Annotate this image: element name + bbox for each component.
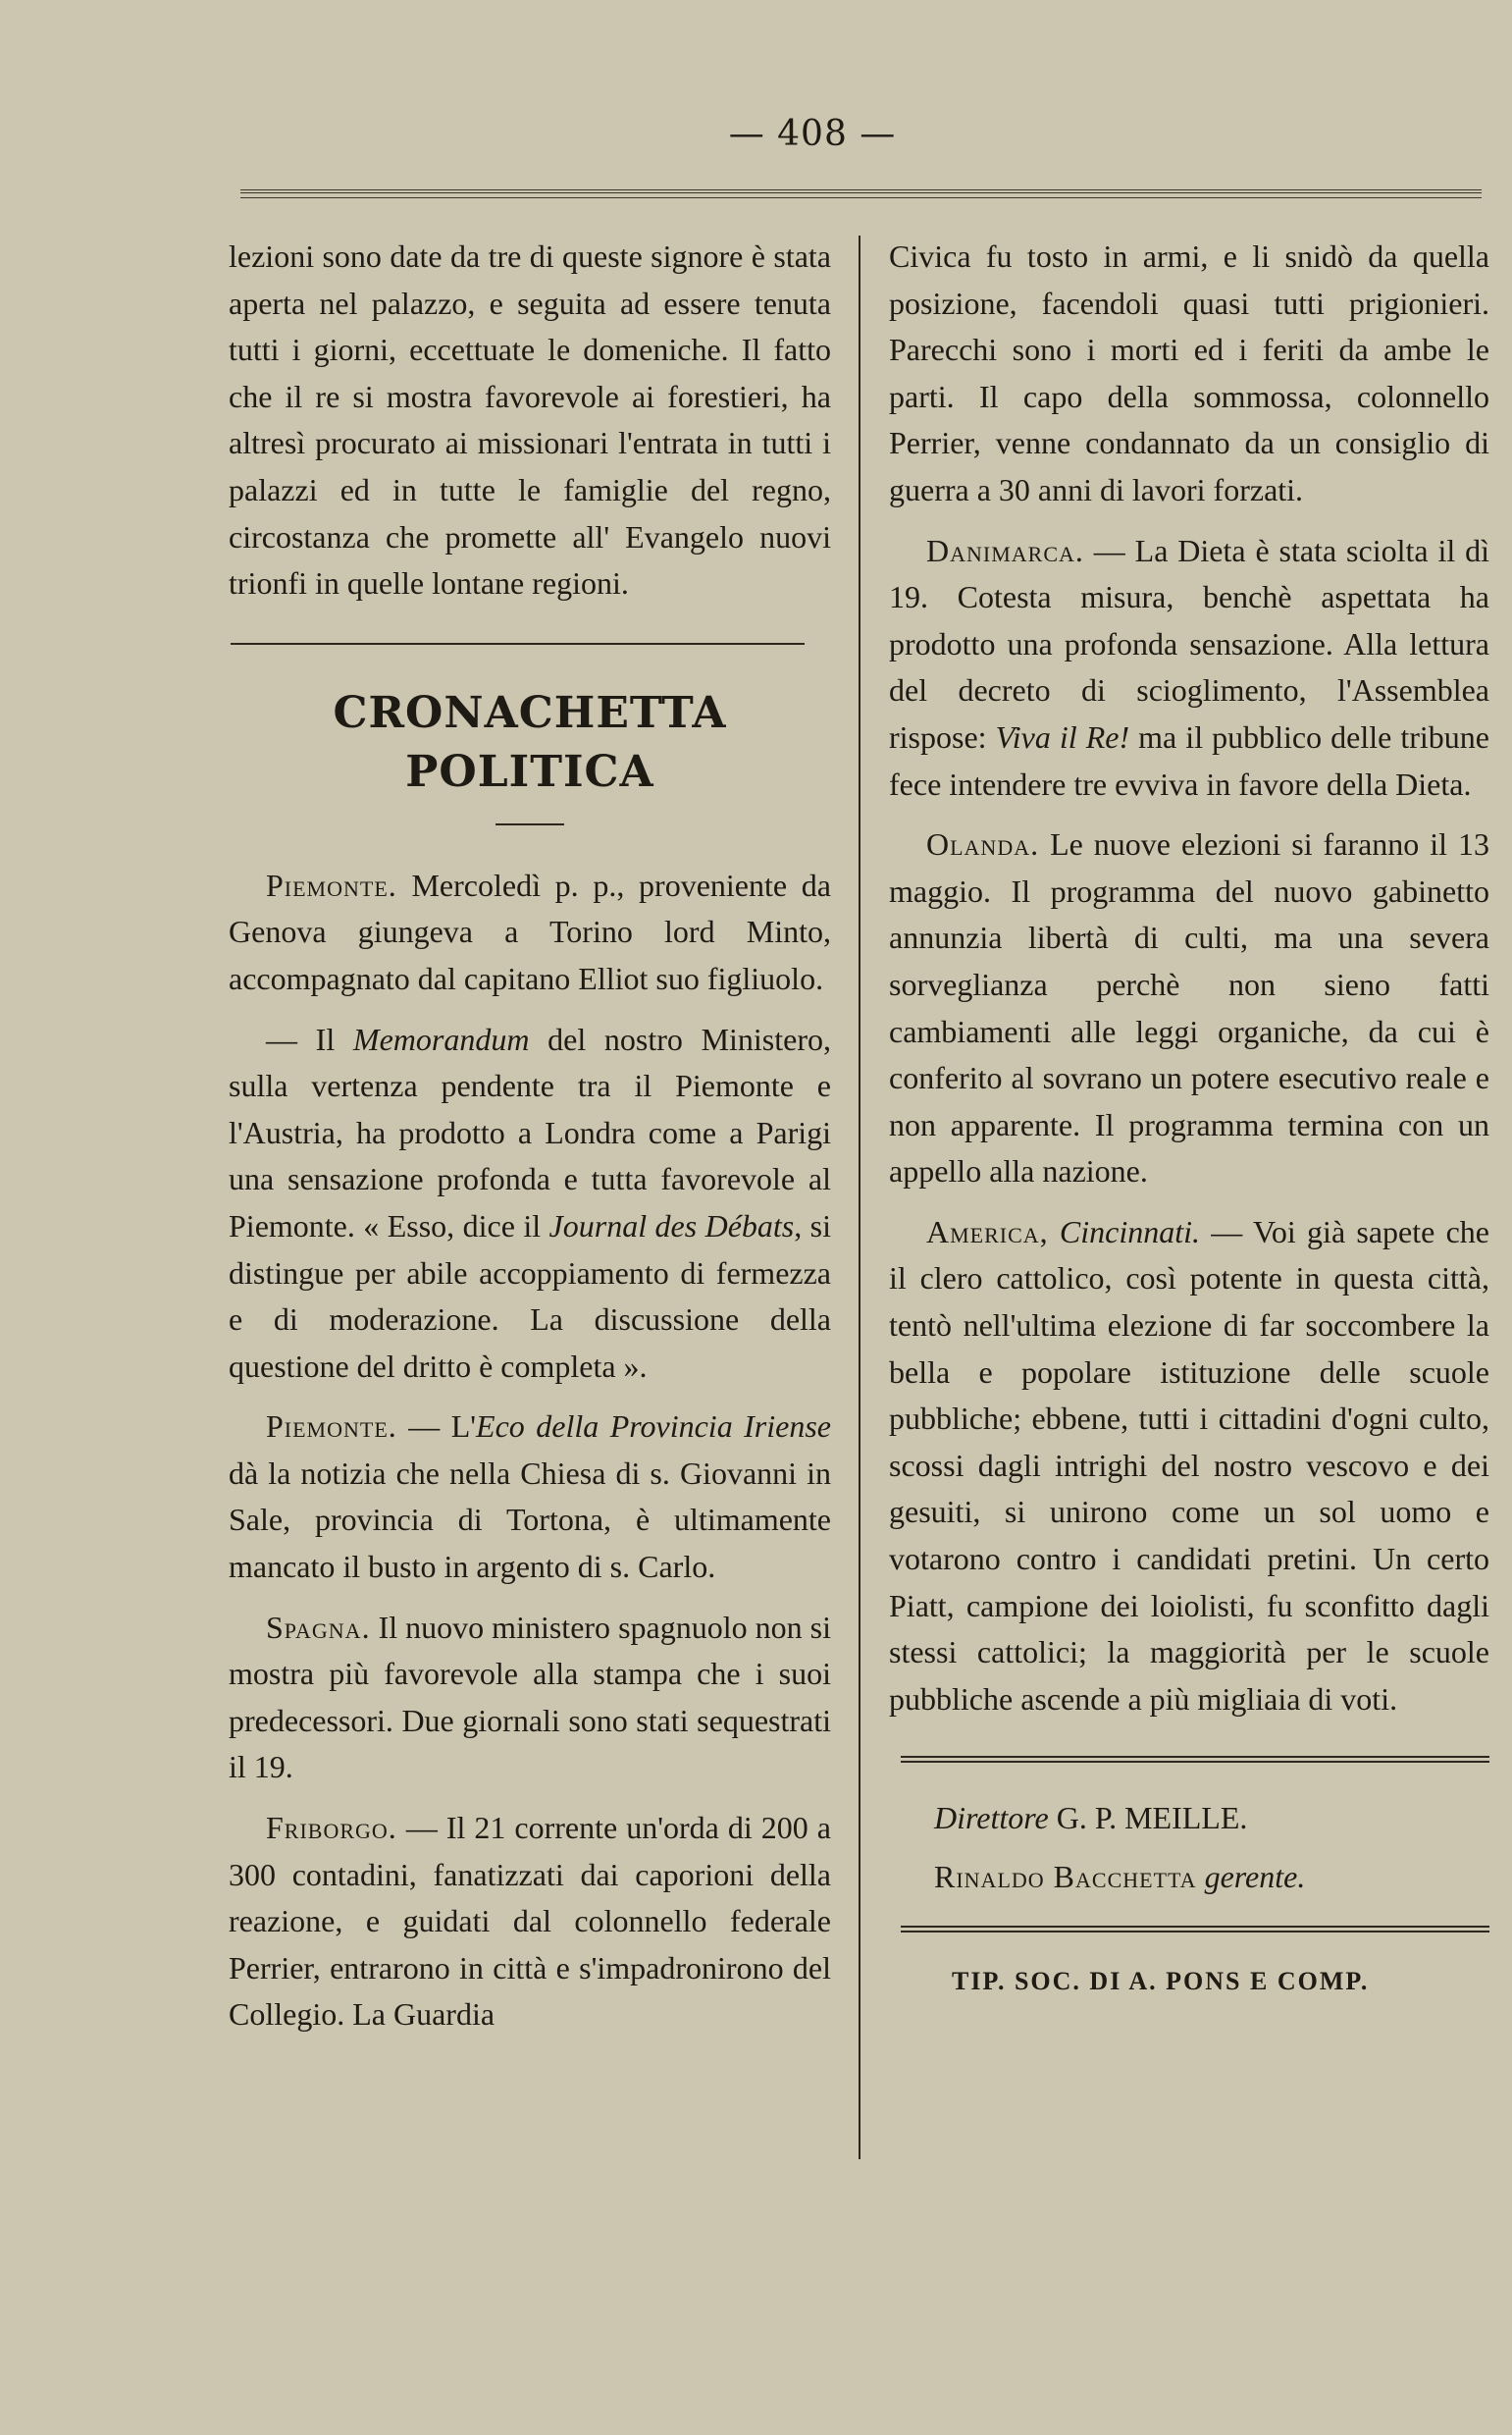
article-place: America, <box>926 1213 1049 1249</box>
article-text: Mercoledì p. p., proveniente da Genova giungeva a Torino lord Minto, accompagnato dal capitano Elliot suo figliuolo. <box>229 867 831 996</box>
article-place: Friborgo. <box>266 1810 397 1846</box>
article-piemonte-minto <box>229 863 831 1003</box>
italic-title: Journal des Débats <box>548 1207 795 1244</box>
article-olanda <box>889 821 1489 1195</box>
article-place: Piemonte. <box>266 1408 397 1445</box>
article-memorandum <box>229 1017 831 1391</box>
article-friborgo-continued: Civica fu tosto in armi, e li snidò da quella posizione, facendoli quasi tutti prigionieri. Parecchi sono i morti ed i feriti da ambe le parti. Il capo della sommossa, colonnello Perrier, venne condannato da un consiglio di guerra a 30 anni di lavori forzati. <box>889 238 1489 507</box>
article-text: Il nuovo ministero spagnuolo non si mostra più favorevole alla stampa che i suoi predecessori. Due giornali sono stati sequestrati il 19. <box>229 1609 831 1785</box>
title-underline <box>495 823 564 825</box>
italic-city: Cincinnati. <box>1059 1213 1201 1249</box>
left-column <box>229 234 831 2052</box>
article-text: del nostro Ministero, sulla vertenza pendente tra il Piemonte e l'Austria, ha prodotto a Londra come a Parigi una sensazione profonda e tutta favorevole al Piemonte. « Esso, dice il <box>229 1021 832 1244</box>
article-text: — La Dieta è stata sciolta il dì 19. Cotesta misura, benchè aspettata ha prodotto una profonda sensazione. Alla lettura del decreto di scioglimento, l'Assemblea rispose: <box>889 532 1489 755</box>
intro-paragraph: lezioni sono date da tre di queste signore è stata aperta nel palazzo, e seguita ad essere tenuta tutti i giorni, eccettuate le domeniche. Il fatto che il re si mostra favorevole ai forestieri, ha altresì procurato ai missionari l'entrata in tutti i palazzi ed in tutte le famiglie del regno, circostanza che promette all' Evangelo nuovi trionfi in quelle lontane regioni. <box>229 238 831 602</box>
printer-imprint: TIP. SOC. DI A. PONS E COMP. <box>952 1967 1370 1996</box>
article-spagna <box>229 1605 831 1791</box>
section-title: CRONACHETTA POLITICA <box>333 687 727 797</box>
article-place: Piemonte. <box>266 867 397 903</box>
footer-rule-bottom <box>901 1926 1489 1932</box>
header-rule <box>240 189 1482 198</box>
manager-name: Rinaldo Bacchetta <box>934 1859 1197 1895</box>
article-text: dà la notizia che nella Chiesa di s. Giovanni in Sale, provincia di Tortona, è ultimamente mancato il busto in argento di s. Carlo. <box>229 1455 831 1585</box>
column-divider <box>859 236 860 2159</box>
article-danimarca <box>889 528 1489 809</box>
right-column <box>889 234 1489 2005</box>
article-place: Spagna. <box>266 1609 371 1645</box>
article-piemonte-eco <box>229 1403 831 1590</box>
director-name: G. P. MEILLE. <box>1048 1800 1248 1836</box>
director-role: Direttore <box>934 1800 1049 1836</box>
page-number: — 408 — <box>728 114 897 154</box>
article-text: Le nuove elezioni si faranno il 13 maggio. Il programma del nuovo gabinetto annunzia libertà di culti, ma una severa sorveglianza perchè non sieno fatti cambiamenti alle leggi organiche, da cui è conferito al sovrano un potere esecutivo reale e non apparente. Il programma termina con un appello alla nazione. <box>889 826 1489 1190</box>
italic-quote: Viva il Re! <box>995 718 1130 755</box>
footer-rule <box>901 1756 1489 1763</box>
article-text: — Il 21 corrente un'orda di 200 a 300 contadini, fanatizzati dai caporioni della reazione, e guidati dal colonnello federale Perrier, entrarono in città e s'impadronirono del Collegio. La Guardia <box>229 1810 831 2033</box>
section-rule <box>231 643 805 645</box>
article-lead: — Il <box>266 1021 353 1057</box>
article-america <box>889 1209 1489 1723</box>
director-line <box>934 1788 1489 1847</box>
article-text: — Voi già sapete che il clero cattolico, così potente in questa città, tentò nell'ultima elezione di far soccombere la bella e popolare istituzione delle scuole pubbliche; ebbene, tutti i cittadini d'ogni culto, scossi dagli intrighi del nostro vescovo e dei gesuiti, si unirono come un sol uomo e votarono contro i candidati pretini. Un certo Piatt, campione dei loiolisti, fu sconfitto dagli stessi cattolici; la maggiorità per le scuole pubbliche ascende a più migliaia di voti. <box>889 1213 1490 1717</box>
italic-title: Eco della Provincia Iriense <box>476 1408 832 1445</box>
italic-title: Memorandum <box>352 1021 530 1057</box>
manager-line <box>934 1847 1489 1906</box>
article-text: ma il pubblico delle tribune fece intendere tre evviva in favore della Dieta. <box>889 718 1490 802</box>
article-place: Danimarca. <box>926 532 1084 568</box>
manager-role: gerente. <box>1204 1859 1306 1895</box>
article-friborgo <box>229 1805 831 2038</box>
article-text: — L' <box>396 1408 477 1445</box>
article-text: , si distingue per abile accoppiamento di fermezza e di moderazione. La discussione della questione del dritto è completa ». <box>229 1207 832 1384</box>
article-place: Olanda. <box>926 826 1040 863</box>
